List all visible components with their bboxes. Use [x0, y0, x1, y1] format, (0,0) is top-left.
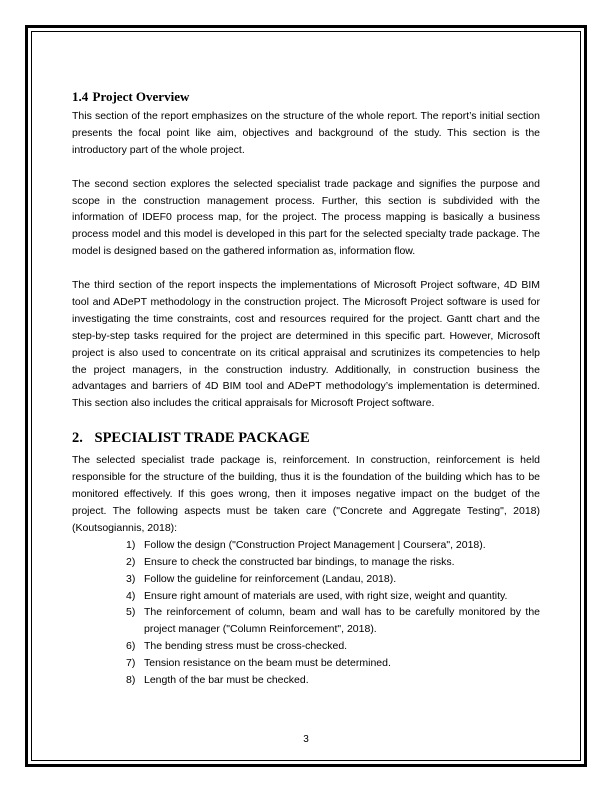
page-content	[72, 88, 540, 689]
list-item	[72, 655, 540, 672]
list-marker: 5)	[126, 606, 136, 619]
paragraph: This section of the report emphasizes on the structure of the whole report. The report’s initial section presents the focal point like aim, objectives and background of the study. This section is the introductory part of the whole project.	[72, 110, 540, 156]
section-heading-project-overview	[72, 88, 540, 106]
aspects-list	[72, 537, 540, 689]
list-marker: 6)	[126, 640, 136, 653]
list-item-text: The bending stress must be cross-checked.	[144, 640, 348, 653]
paragraph: The second section explores the selected specialist trade package and signifies the purpose and scope in the construction management process. Further, this section is subdivided with the information of IDEF0 process map, for the project. The process mapping is basically a business process model and this model is developed in this part for the selected specialty trade package. The model is designed based on the gathered information as, information flow.	[72, 177, 540, 258]
list-marker: 8)	[126, 674, 136, 687]
list-item	[72, 554, 540, 571]
list-marker: 4)	[126, 589, 136, 602]
list-item	[72, 537, 540, 554]
section-number: 1.4	[72, 89, 89, 104]
list-item	[72, 604, 540, 638]
list-marker: 3)	[126, 572, 136, 585]
section-number: 2.	[72, 430, 83, 447]
section-heading-specialist-trade-package	[72, 429, 540, 448]
list-item-text: The reinforcement of column, beam and wall has to be carefully monitored by the project manager ("Column Reinforcement", 2018).	[144, 606, 540, 636]
list-item-text: Tension resistance on the beam must be determined.	[144, 657, 391, 670]
list-marker: 7)	[126, 657, 136, 670]
list-item	[72, 672, 540, 689]
list-marker: 1)	[126, 538, 136, 551]
paragraph: The selected specialist trade package is, reinforcement. In construction, reinforcement is held responsible for the structure of the building, thus it is the foundation of the building which has to be monitored effectively. If this goes wrong, then it imposes negative impact on the budget of the project. The following aspects must be taken care ("Concrete and Aggregate Testing", 2018) (Koutsogiannis, 2018):	[72, 454, 540, 534]
list-item-text: Follow the guideline for reinforcement (Landau, 2018).	[144, 572, 397, 585]
list-marker: 2)	[126, 555, 136, 568]
paragraph: The third section of the report inspects the implementations of Microsoft Project software, 4D BIM tool and ADePT methodology in the construction project. The Microsoft Project software is used for investigating the time constraints, cost and resources required for the project. Gantt chart and the step-by-step tasks required for the project are determined in this specific part. However, Microsoft project is also used to concentrate on its critical appraisal and scrutinizes its competencies to help the project managers, in the construction industry. Additionally, in construction business the advantages and barriers of 4D BIM tool and ADePT methodology’s implementation is determined. This section also includes the critical appraisals for Microsoft Project software.	[72, 279, 540, 410]
section-title: Project Overview	[92, 89, 190, 104]
list-item	[72, 588, 540, 605]
list-item-text: Ensure right amount of materials are used, with right size, weight and quantity.	[144, 589, 508, 602]
list-item-text: Length of the bar must be checked.	[144, 674, 309, 687]
list-item-text: Follow the design ("Construction Project Management | Coursera", 2018).	[144, 538, 486, 551]
section-title: SPECIALIST TRADE PACKAGE	[94, 430, 310, 447]
list-item	[72, 638, 540, 655]
page-number: 3	[303, 734, 309, 745]
list-item	[72, 571, 540, 588]
list-item-text: Ensure to check the constructed bar bindings, to manage the risks.	[144, 555, 455, 568]
